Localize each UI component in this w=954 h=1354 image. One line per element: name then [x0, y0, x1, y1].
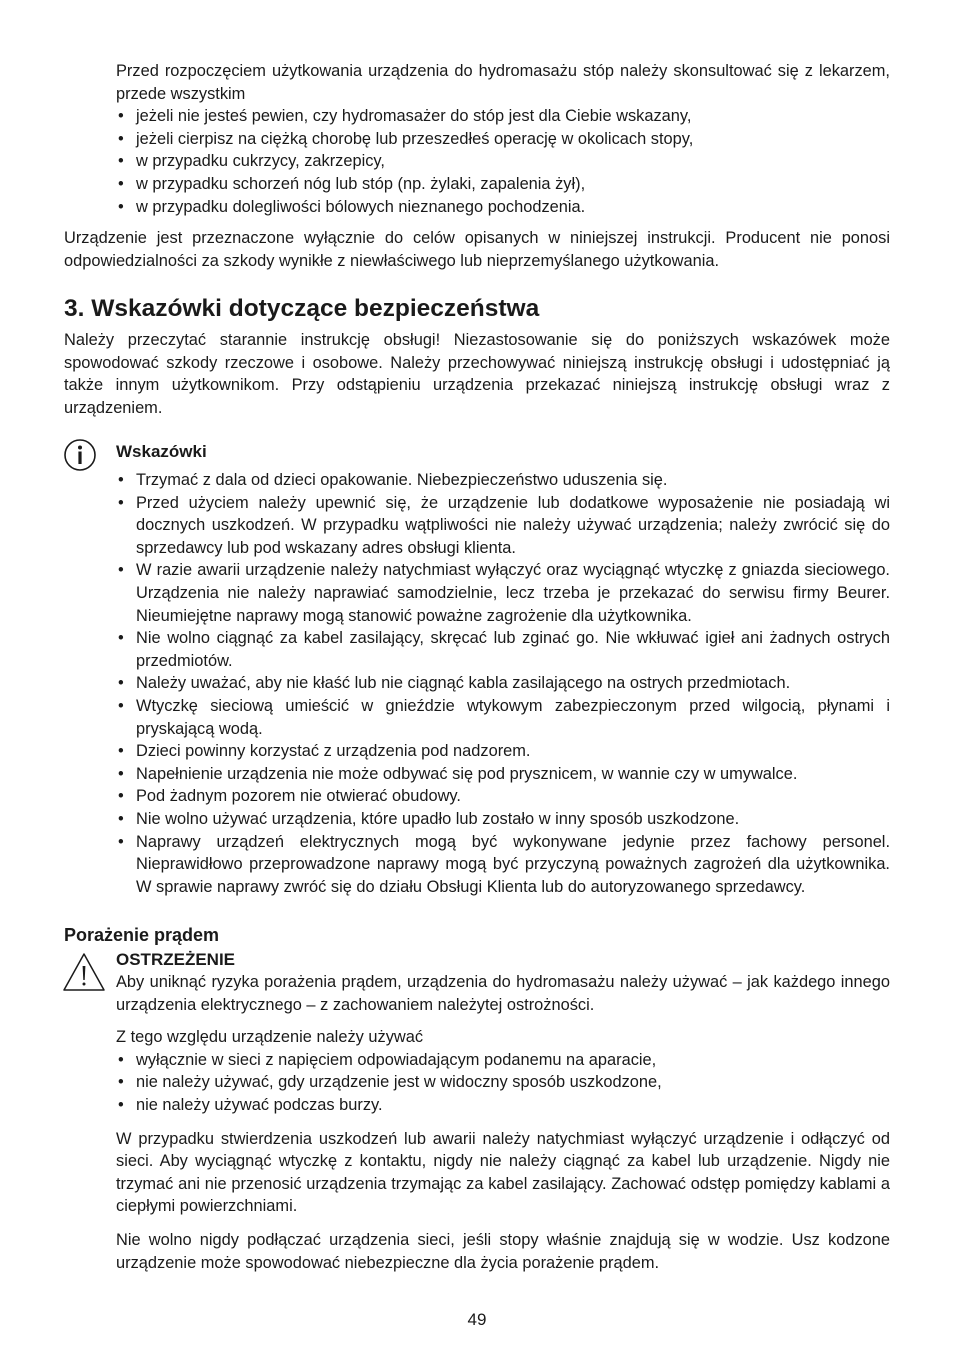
list-item: • Nie wolno ciągnąć za kabel zasilający, skręcać lub zginać go. Nie wkłuwać igieł ani żadnych ostrych przedmiotów.: [116, 627, 890, 672]
damage-paragraph: W przypadku stwierdzenia uszkodzeń lub awarii należy natychmiast wyłączyć urządzenie i odłączyć od sieci. Aby wyciągnąć wtyczkę z kontaktu, nigdy nie należy ciągnąć za kabel lub urządzenie. Nigdy nie trzymać ani nie przenosić urządzenia trzymając za kabel zasilający. Zachować odstęp pomiędzy kablami a ciepłymi powierzchniami.: [116, 1129, 890, 1216]
tips-block: [116, 441, 890, 898]
list-item: • W razie awarii urządzenie należy natychmiast wyłączyć oraz wyciągnąć wtyczkę z gniazda sieciowego. Urządzenia nie należy naprawiać samodzielnie, lecz trzeba je przekazać do serwisu firmy Beurer. Nieumiejętne naprawy mogą stanowić poważne zagrożenie dla użytkownika.: [116, 559, 890, 627]
purpose-paragraph: Urządzenie jest przeznaczone wyłącznie do celów opisanych w niniejszej instrukcji. Producent nie ponosi odpowiedzialności za szkody wynikłe z niewłaściwego lub nieprzemyślanego użytkowania.: [64, 229, 890, 270]
intro-lead: Przed rozpoczęciem użytkowania urządzenia do hydromasażu stóp należy skonsultować się z lekarzem, przede wszystkim: [116, 62, 890, 103]
warning-block: [116, 949, 890, 1274]
page-number: 49: [467, 1310, 487, 1329]
warning-triangle-icon: [62, 952, 106, 992]
list-item: • w przypadku dolegliwości bólowych nieznanego pochodzenia.: [116, 196, 890, 219]
warning-text: Aby uniknąć ryzyka porażenia prądem, urządzenia do hydromasażu należy używać – jak każdego innego urządzenia elektrycznego – z zachowaniem należytej ostrożności.: [116, 973, 890, 1014]
intro-block: [116, 60, 890, 218]
list-item: • jeżeli nie jesteś pewien, czy hydromasażer do stóp jest dla Ciebie wskazany,: [116, 105, 890, 128]
list-item: • Należy uważać, aby nie kłaść lub nie ciągnąć kabla zasilającego na ostrych przedmiotach.: [116, 672, 890, 695]
list-item: • nie należy używać podczas burzy.: [116, 1094, 890, 1117]
list-item: • Przed użyciem należy upewnić się, że urządzenie lub dodatkowe wyposażenie nie posiadają wi docznych uszkodzeń. W przypadku wątpliwości nie należy używać urządzenia; należy zwrócić się do sprzedawcy lub pod wskazany adres obsługi klienta.: [116, 492, 890, 560]
list-item: • Naprawy urządzeń elektrycznych mogą być wykonywane jedynie przez fachowy personel. Nieprawidłowo przeprowadzone naprawy mogą być przyczyną poważnych zagrożeń dla użytkownika. W sprawie naprawy zwróć się do działu Obsługi Klienta lub do autoryzowanego sprzedawcy.: [116, 831, 890, 899]
list-item: • w przypadku cukrzycy, zakrzepicy,: [116, 150, 890, 173]
safety-intro-paragraph: Należy przeczytać starannie instrukcję obsługi! Niezastosowanie się do poniższych wskazówek może spowodować szkody rzeczowe i osobowe. Należy przechowywać niniejszą instrukcję obsługi i udostępniać ją także innym użytkownikom. Przy odstąpieniu urządzenia przekazać niniejszą instrukcję obsługi wraz z urządzeniem.: [64, 331, 890, 417]
list-item: • Napełnienie urządzenia nie może odbywać się pod prysznicem, w wannie czy w umywalce.: [116, 763, 890, 786]
list-item: • wyłącznie w sieci z napięciem odpowiadającym podanemu na aparacie,: [116, 1049, 890, 1072]
intro-list: [116, 105, 890, 218]
usage-list: [116, 1049, 890, 1117]
water-paragraph: Nie wolno nigdy podłączać urządzenia sieci, jeśli stopy właśnie znajdują się w wodzie. Usz kodzone urządzenie może spowodować niebezpieczne dla życia porażenie prądem.: [116, 1230, 890, 1272]
list-item: • Wtyczkę sieciową umieścić w gnieździe wtykowym zabezpieczonym przed wilgocią, płynami i pryskającą wodą.: [116, 695, 890, 740]
info-icon: [63, 438, 97, 472]
list-item: • nie należy używać, gdy urządzenie jest w widoczny sposób uszkodzone,: [116, 1071, 890, 1094]
list-item: • Pod żadnym pozorem nie otwierać obudowy.: [116, 785, 890, 808]
list-item: • Nie wolno używać urządzenia, które upadło lub zostało w inny sposób uszkodzone.: [116, 808, 890, 831]
list-item: • jeżeli cierpisz na ciężką chorobę lub przeszedłeś operację w okolicach stopy,: [116, 128, 890, 151]
usage-lead: Z tego względu urządzenie należy używać: [116, 1028, 424, 1047]
section-heading: 3. Wskazówki dotyczące bezpieczeństwa: [64, 295, 540, 322]
list-item: • w przypadku schorzeń nóg lub stóp (np. żylaki, zapalenia żył),: [116, 173, 890, 196]
shock-heading: Porażenie prądem: [64, 925, 220, 945]
list-item: • Trzymać z dala od dzieci opakowanie. Niebezpieczeństwo uduszenia się.: [116, 469, 890, 492]
warning-label: OSTRZEŻENIE: [116, 950, 236, 969]
tips-title: Wskazówki: [116, 442, 207, 461]
tips-list: [116, 469, 890, 898]
list-item: • Dzieci powinny korzystać z urządzenia pod nadzorem.: [116, 740, 890, 763]
